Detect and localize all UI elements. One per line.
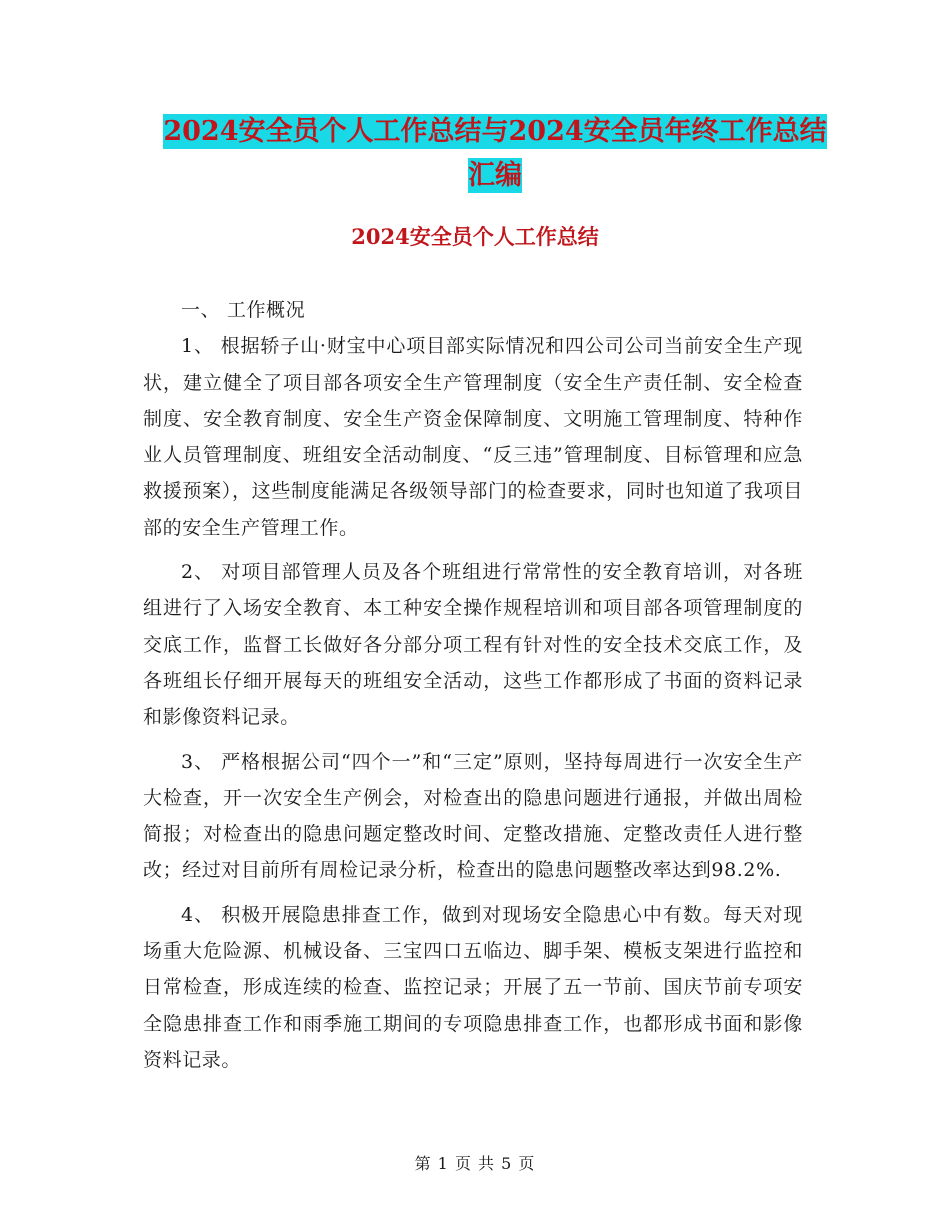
document-body: [143, 292, 803, 1078]
document-title-line1: 2024安全员个人工作总结与2024安全员年终工作总结: [163, 116, 827, 147]
body-paragraph-3: 3、 严格根据公司“四个一”和“三定”原则，坚持每周进行一次安全生产大检查，开一次安全生产例会，对检查出的隐患问题进行通报，并做出周检简报；对检查出的隐患问题定整改时间、定整改措施、定整改责任人进行整改；经过对目前所有周检记录分析，检查出的隐患问题整改率达到98.2%.: [143, 750, 803, 882]
document-title: [140, 110, 850, 198]
section-title: 2024安全员个人工作总结: [351, 224, 599, 249]
document-title-line2: 汇编: [468, 160, 522, 191]
page-footer: 第 1 页 共 5 页: [414, 1154, 536, 1173]
section-heading: 一、 工作概况: [181, 299, 306, 321]
body-paragraph-1: 1、 根据轿子山·财宝中心项目部实际情况和四公司公司当前安全生产现状，建立健全了项目部各项安全生产管理制度（安全生产责任制、安全检查制度、安全教育制度、安全生产资金保障制度、文明施工管理制度、特种作业人员管理制度、班组安全活动制度、“反三违”管理制度、目标管理和应急救援预案），这些制度能满足各级领导部门的检查要求，同时也知道了我项目部的安全生产管理工作。: [143, 335, 803, 539]
body-paragraph-4: 4、 积极开展隐患排查工作，做到对现场安全隐患心中有数。每天对现场重大危险源、机械设备、三宝四口五临边、脚手架、模板支架进行监控和日常检查，形成连续的检查、监控记录；开展了五一节前、国庆节前专项安全隐患排查工作和雨季施工期间的专项隐患排查工作，也都形成书面和影像资料记录。: [143, 903, 803, 1071]
body-paragraph-2: 2、 对项目部管理人员及各个班组进行常常性的安全教育培训，对各班组进行了入场安全教育、本工种安全操作规程培训和项目部各项管理制度的交底工作，监督工长做好各分部分项工程有针对性的安全技术交底工作，及各班组长仔细开展每天的班组安全活动，这些工作都形成了书面的资料记录和影像资料记录。: [143, 561, 803, 729]
